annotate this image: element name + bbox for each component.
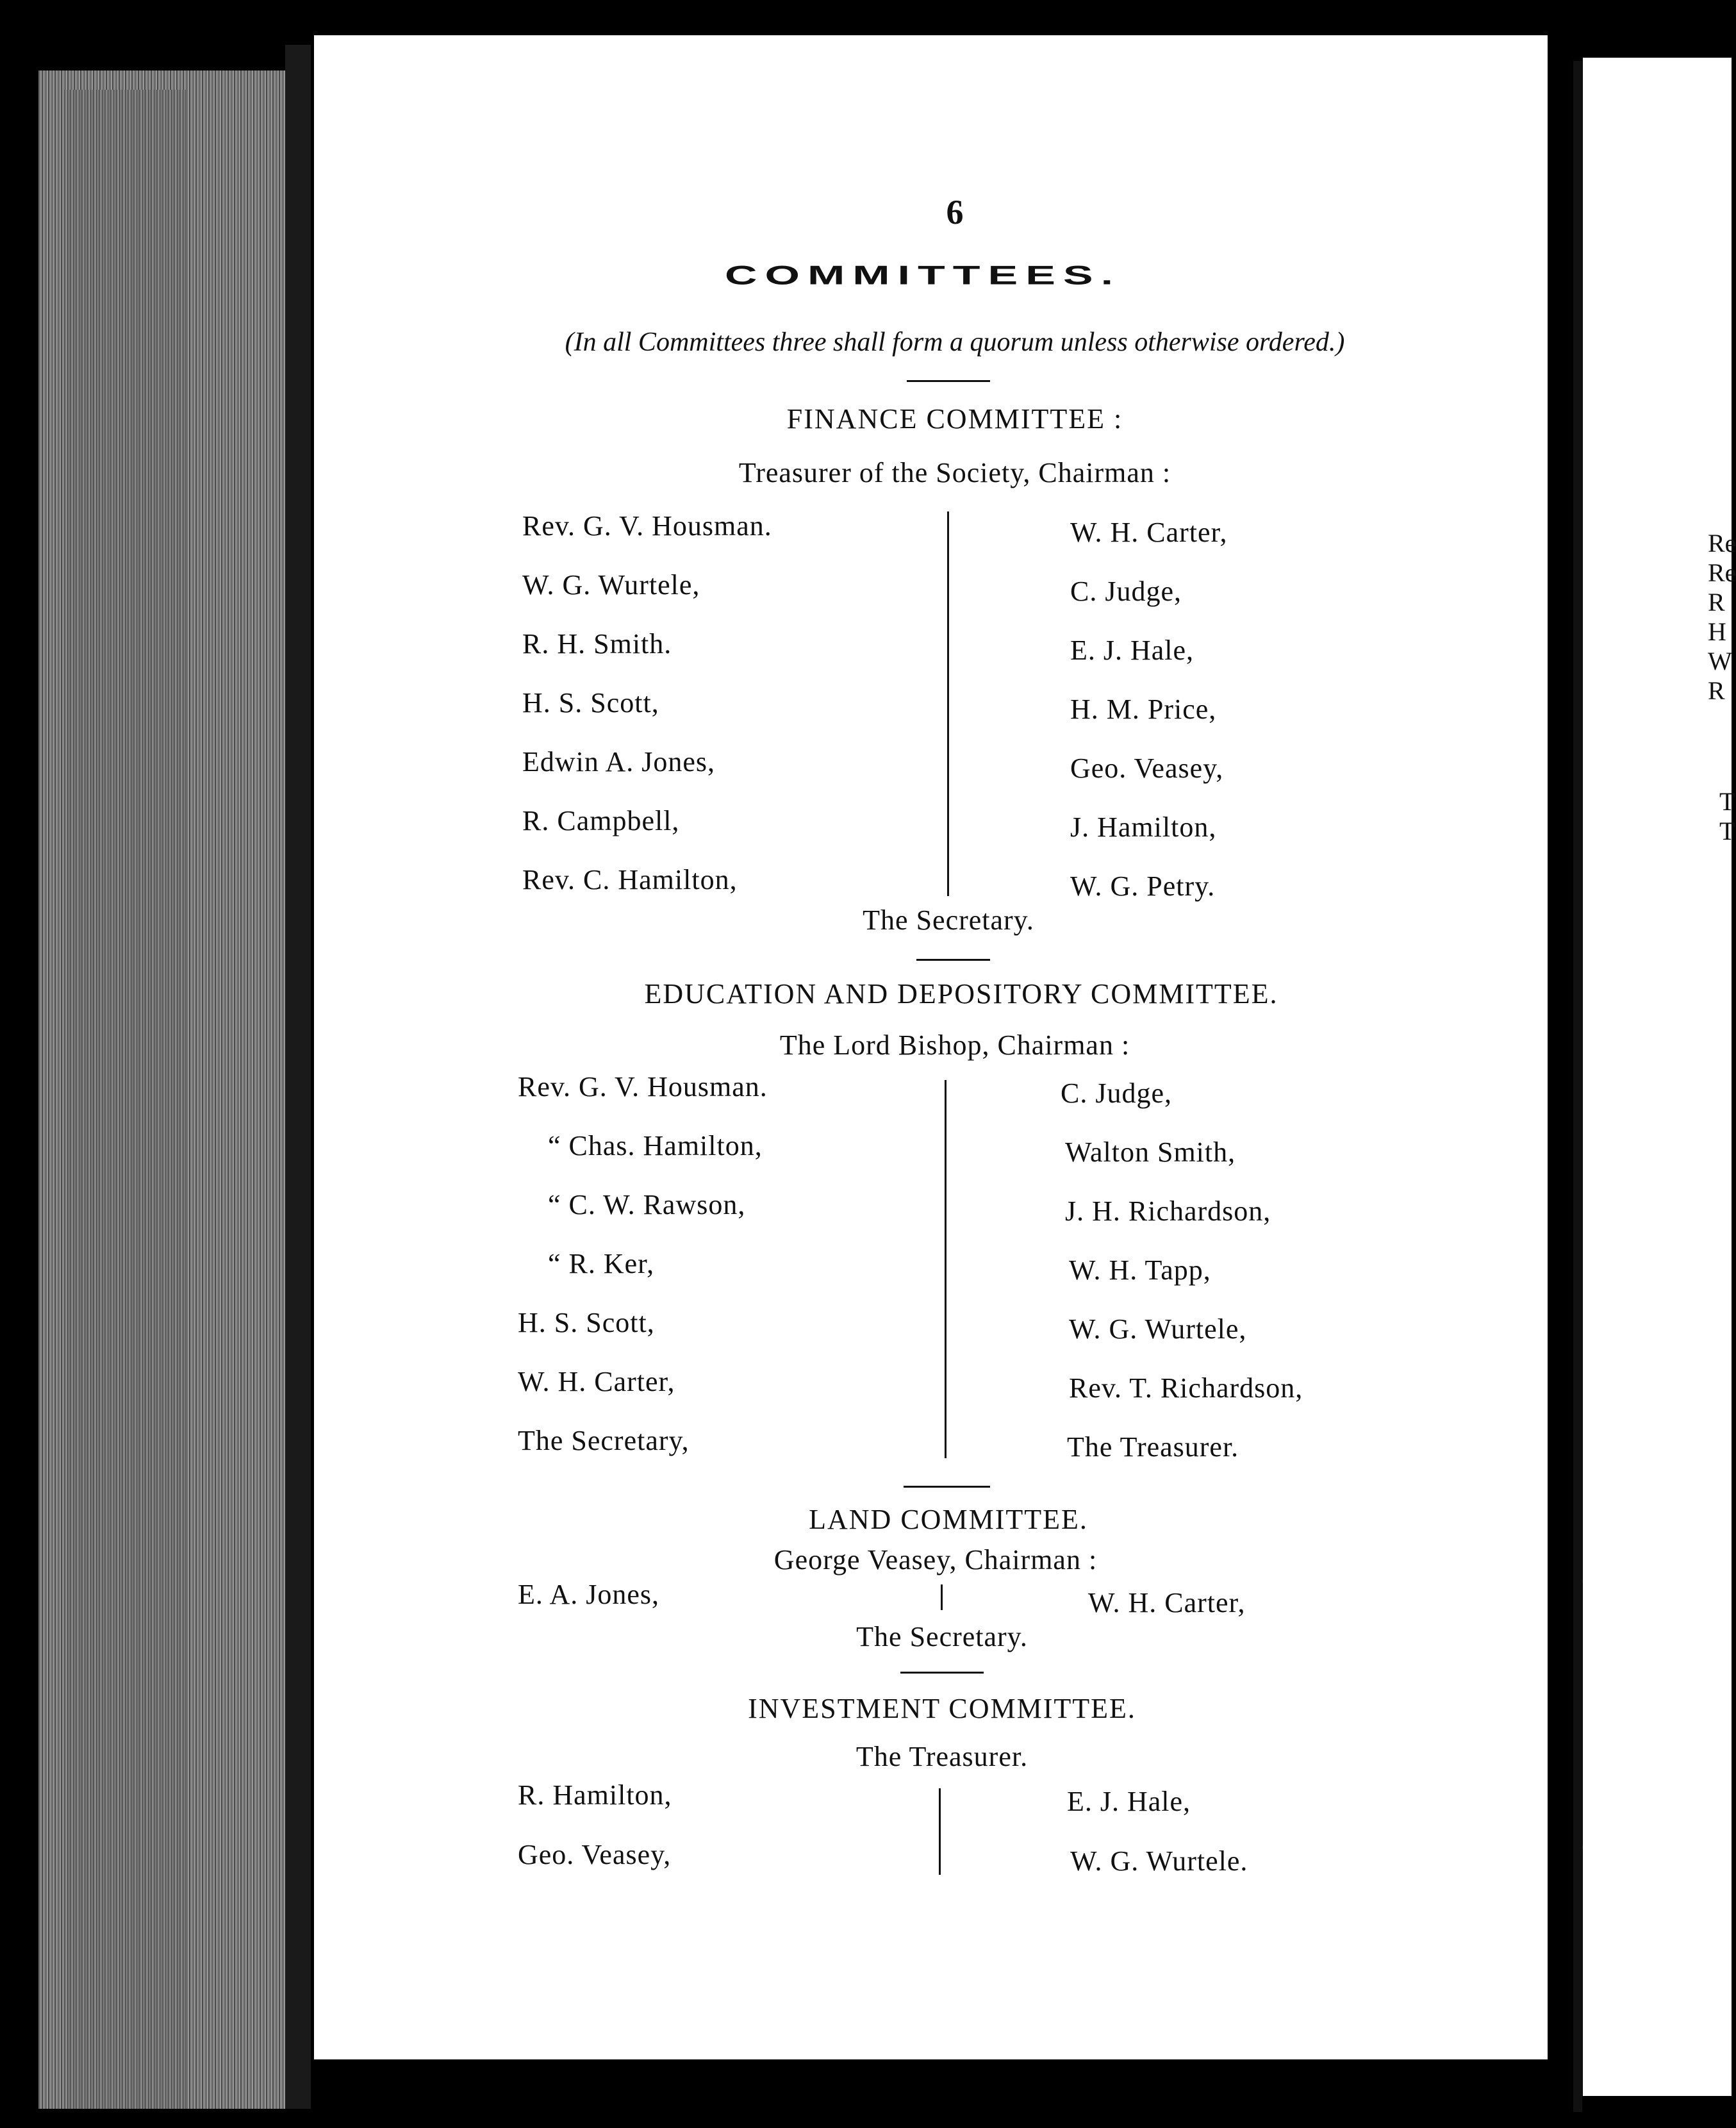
investment-chair: The Treasurer.	[856, 1741, 1029, 1772]
finance-member-left: Edwin A. Jones,	[522, 746, 715, 777]
book-gutter-shadow	[285, 45, 311, 2109]
education-member-left: The Secretary,	[518, 1425, 690, 1456]
binding-stitch	[1574, 1843, 1583, 1852]
land-heading: LAND COMMITTEE.	[809, 1504, 1088, 1535]
right-page-fragment	[1583, 58, 1732, 2096]
finance-member-left: H. S. Scott,	[522, 687, 659, 719]
education-member-left: W. H. Carter,	[518, 1366, 675, 1397]
finance-member-left: Rev. G. V. Housman.	[522, 510, 772, 542]
education-member-right: The Treasurer.	[1067, 1431, 1239, 1463]
education-member-right: J. H. Richardson,	[1065, 1195, 1271, 1227]
finance-chair: Treasurer of the Society, Chairman :	[738, 457, 1171, 488]
education-member-right: W. G. Wurtele,	[1069, 1313, 1247, 1345]
column-divider	[939, 1788, 941, 1875]
binding-stitch	[1574, 1577, 1583, 1586]
investment-member-left: R. Hamilton,	[518, 1779, 672, 1811]
finance-member-left: W. G. Wurtele,	[522, 569, 700, 601]
binding-edge	[1573, 61, 1582, 2112]
column-divider	[945, 1080, 947, 1458]
finance-member-right: W. G. Petry.	[1070, 870, 1216, 902]
education-member-right: C. Judge,	[1061, 1077, 1172, 1109]
finance-member-left: R. H. Smith.	[522, 628, 672, 660]
page-number: 6	[946, 193, 964, 231]
investment-member-right: W. G. Wurtele.	[1070, 1845, 1248, 1877]
section-divider	[904, 1486, 990, 1488]
finance-member-right: E. J. Hale,	[1070, 635, 1195, 666]
education-member-right: Walton Smith,	[1065, 1136, 1236, 1168]
section-divider	[916, 959, 990, 961]
finance-member-left: Rev. C. Hamilton,	[522, 864, 738, 895]
education-member-left: Rev. G. V. Housman.	[518, 1071, 768, 1102]
right-page-fragment-text-top: Re Re R H W R	[1708, 529, 1736, 705]
finance-member-right: Geo. Veasey,	[1070, 752, 1224, 784]
education-member-right: W. H. Tapp,	[1069, 1254, 1211, 1286]
book-page-edges-inner	[64, 90, 186, 2109]
finance-member-right: H. M. Price,	[1070, 694, 1217, 725]
investment-heading: INVESTMENT COMMITTEE.	[748, 1693, 1136, 1724]
finance-member-right: C. Judge,	[1070, 576, 1182, 607]
quorum-note: (In all Committees three shall form a quorum unless otherwise ordered.)	[565, 328, 1345, 357]
investment-member-right: E. J. Hale,	[1067, 1786, 1191, 1817]
education-member-left: “ R. Ker,	[548, 1248, 655, 1279]
page-title: COMMITTEES.	[724, 260, 1121, 290]
education-chair: The Lord Bishop, Chairman :	[779, 1029, 1130, 1061]
education-member-left: “ Chas. Hamilton,	[548, 1130, 763, 1161]
finance-member-right: J. Hamilton,	[1070, 811, 1217, 843]
land-member-right: W. H. Carter,	[1088, 1587, 1246, 1618]
right-page-fragment-text-lower: T T	[1719, 787, 1735, 845]
finance-member-right: W. H. Carter,	[1070, 517, 1228, 548]
education-member-left: “ C. W. Rawson,	[548, 1189, 746, 1220]
land-chair: George Veasey, Chairman :	[773, 1544, 1098, 1575]
column-divider	[947, 511, 949, 896]
section-divider	[900, 1672, 984, 1674]
section-divider	[907, 380, 990, 382]
education-heading: EDUCATION AND DEPOSITORY COMMITTEE.	[644, 978, 1278, 1010]
land-member-left: E. A. Jones,	[518, 1579, 659, 1610]
land-secretary: The Secretary.	[856, 1621, 1028, 1652]
investment-member-left: Geo. Veasey,	[518, 1839, 672, 1870]
education-member-left: H. S. Scott,	[518, 1307, 655, 1338]
finance-member-left: R. Campbell,	[522, 805, 680, 836]
column-divider	[941, 1584, 943, 1610]
finance-heading: FINANCE COMMITTEE :	[786, 403, 1123, 435]
finance-secretary: The Secretary.	[863, 904, 1034, 936]
education-member-right: Rev. T. Richardson,	[1069, 1372, 1303, 1404]
